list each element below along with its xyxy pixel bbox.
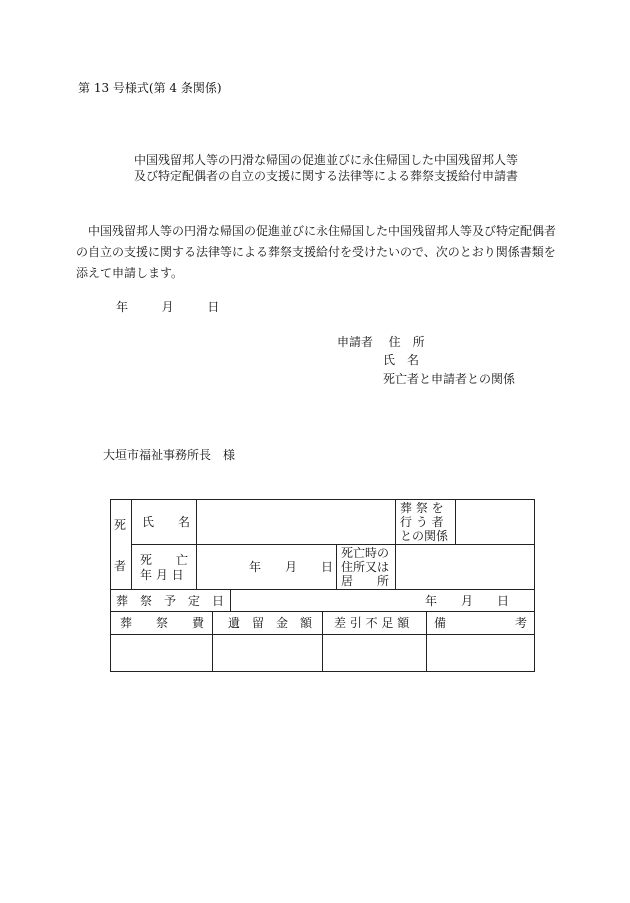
funeral-date-value: 年 月 日 [425,594,510,608]
date-day-label: 日 [207,300,220,314]
addressee: 大垣市福祉事務所長 様 [103,448,236,462]
death-date-label-1: 死 亡 [140,553,189,567]
applicant-address-row [337,334,425,350]
statement-line-2: の自立の支援に関する法律等による葬祭支援給付を受けたいので、次のとおり関係書類を [76,245,556,259]
col-remarks-right: 考 [515,616,528,630]
funeral-operator-label-2: 行 う 者 [400,515,444,529]
death-address-label-1: 死亡時の [341,546,390,560]
death-address-label-2: 住所又は [341,560,390,574]
death-date-label-2: 年 月 日 [140,568,184,582]
form-title-line-2: 及び特定配偶者の自立の支援に関する法律等による葬祭支援給付申請書 [134,169,519,183]
applicant-label: 申請者 [337,335,374,349]
funeral-operator-label-3: との関係 [400,529,449,543]
funeral-operator-label-1: 葬 祭 を [400,501,444,515]
col-remarks-left: 備 [434,616,447,630]
funeral-date-label: 葬 祭 予 定 日 [116,594,225,608]
applicant-relation-label: 死亡者と申請者との関係 [383,372,516,386]
deceased-label-top: 死 [114,518,127,532]
form-number: 第 13 号様式(第 4 条関係) [78,81,222,95]
application-statement [76,221,556,284]
statement-line-1: 中国残留邦人等の円滑な帰国の促進並びに永住帰国した中国残留邦人等及び特定配偶者 [88,224,557,238]
death-address-label-3: 居 所 [341,574,390,588]
date-month-label: 月 [161,300,174,314]
funeral-details-table [110,499,535,672]
deceased-label-bottom: 者 [114,559,127,573]
form-title [134,152,518,184]
applicant-name-label: 氏 名 [383,353,420,367]
col-estate-amount: 遺 留 金 額 [228,616,313,630]
application-date [116,299,219,315]
statement-line-3: 添えて申請します。 [76,266,184,280]
col-funeral-cost: 葬 祭 費 [120,616,205,630]
applicant-address-label: 住 所 [388,335,425,349]
form-title-line-1: 中国残留邦人等の円滑な帰国の促進並びに永住帰国した中国残留邦人等 [134,153,519,167]
date-year-label: 年 [116,300,129,314]
name-label: 氏 名 [142,515,191,529]
col-shortfall-amount: 差 引 不 足 額 [334,616,410,630]
death-date-value: 年 月 日 [249,560,334,574]
